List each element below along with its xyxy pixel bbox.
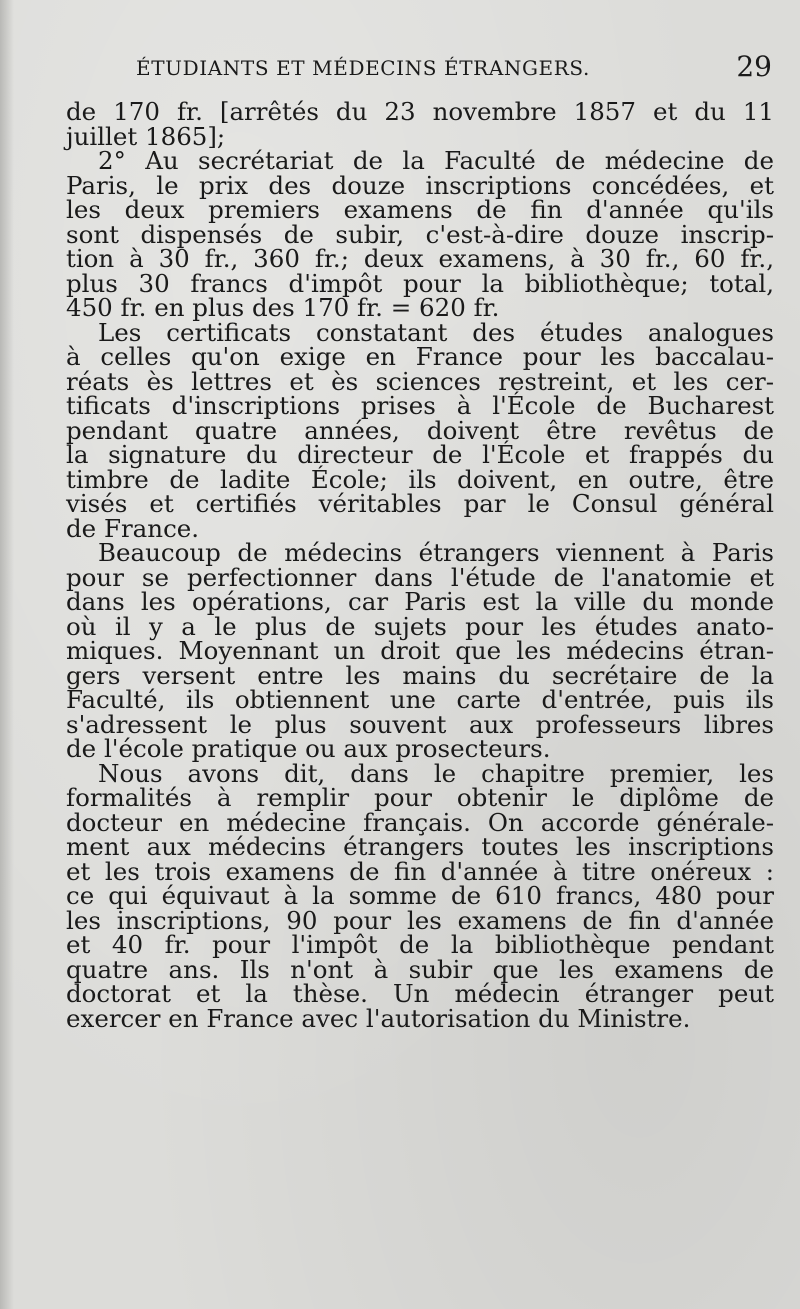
paragraph — [66, 317, 774, 543]
text-line: quatre ans. Ils n'ont à subir que les examens de — [66, 954, 774, 984]
text-line: timbre de ladite École; ils doivent, en outre, être — [66, 464, 774, 494]
text-line: de France. — [66, 513, 200, 543]
text-line: réats ès lettres et ès sciences restreint, et les cer- — [66, 366, 774, 396]
text-line: tion à 30 fr., 360 fr.; deux examens, à 30 fr., 60 fr., — [66, 244, 774, 273]
text-line: visés et certifiés véritables par le Consul général — [66, 489, 774, 518]
text-line: gers versent entre les mains du secrétaire de la — [66, 660, 774, 690]
body-text — [66, 97, 774, 1033]
running-header — [136, 50, 772, 86]
text-line: doctorat et la thèse. Un médecin étranger peut — [66, 979, 774, 1008]
text-line: Faculté, ils obtiennent une carte d'entrée, puis ils — [66, 685, 774, 714]
text-line: docteur en médecine français. On accorde générale- — [66, 807, 774, 837]
text-line: Nous avons dit, dans le chapitre premier, les — [98, 758, 774, 788]
text-line: où il y a le plus de sujets pour les études anato- — [66, 611, 774, 641]
page-number: 29 — [736, 50, 772, 83]
text-line: exercer en France avec l'autorisation du Ministre. — [66, 1003, 691, 1033]
text-line: pour se perfectionner dans l'étude de l'anatomie et — [66, 562, 774, 592]
text-line: miques. Moyennant un droit que les médecins étran- — [66, 636, 774, 665]
text-line: de 170 fr. [arrêtés du 23 novembre 1857 et du 11 — [66, 97, 774, 126]
paragraph — [66, 758, 774, 1033]
text-line: et 40 fr. pour l'impôt de la bibliothèque pendant — [66, 930, 774, 959]
text-line: tificats d'inscriptions prises à l'École de Bucharest — [66, 391, 774, 420]
paragraph — [66, 538, 774, 763]
text-line: de l'école pratique ou aux prosecteurs. — [66, 734, 551, 763]
text-line: et les trois examens de fin d'année à titre onéreux : — [66, 856, 774, 886]
text-line: ce qui équivaut à la somme de 610 francs, 480 pour — [66, 881, 774, 910]
text-line: les deux premiers examens de fin d'année qu'ils — [66, 195, 774, 224]
text-line: sont dispensés de subir, c'est-à-dire douze inscrip- — [66, 219, 774, 249]
text-line: Beaucoup de médecins étrangers viennent à Paris — [98, 538, 774, 567]
text-line: pendant quatre années, doivent être revêtus de — [66, 415, 774, 445]
text-line: formalités à remplir pour obtenir le diplôme de — [66, 783, 774, 812]
text-line: Paris, le prix des douze inscriptions concédées, et — [66, 170, 774, 200]
text-line: dans les opérations, car Paris est la ville du monde — [66, 587, 774, 616]
text-line: s'adressent le plus souvent aux professeurs libres — [66, 709, 774, 739]
text-line: 2° Au secrétariat de la Faculté de médecine de — [98, 146, 774, 175]
text-line: 450 fr. en plus des 170 fr. = 620 fr. — [66, 293, 500, 322]
text-line: Les certificats constatant des études analogues — [98, 317, 774, 347]
paragraph — [66, 97, 774, 151]
text-line: les inscriptions, 90 pour les examens de fin d'année — [66, 905, 774, 935]
paragraph — [66, 146, 774, 322]
text-line: ment aux médecins étrangers toutes les inscriptions — [66, 832, 774, 861]
running-title: ÉTUDIANTS ET MÉDECINS ÉTRANGERS. — [136, 56, 590, 80]
text-line: à celles qu'on exige en France pour les baccalau- — [66, 342, 774, 371]
page-edge-shadow — [0, 0, 14, 1309]
text-line: la signature du directeur de l'École et frappés du — [66, 440, 774, 469]
text-line: juillet 1865]; — [66, 121, 226, 151]
text-line: plus 30 francs d'impôt pour la bibliothèque; total, — [66, 268, 774, 298]
